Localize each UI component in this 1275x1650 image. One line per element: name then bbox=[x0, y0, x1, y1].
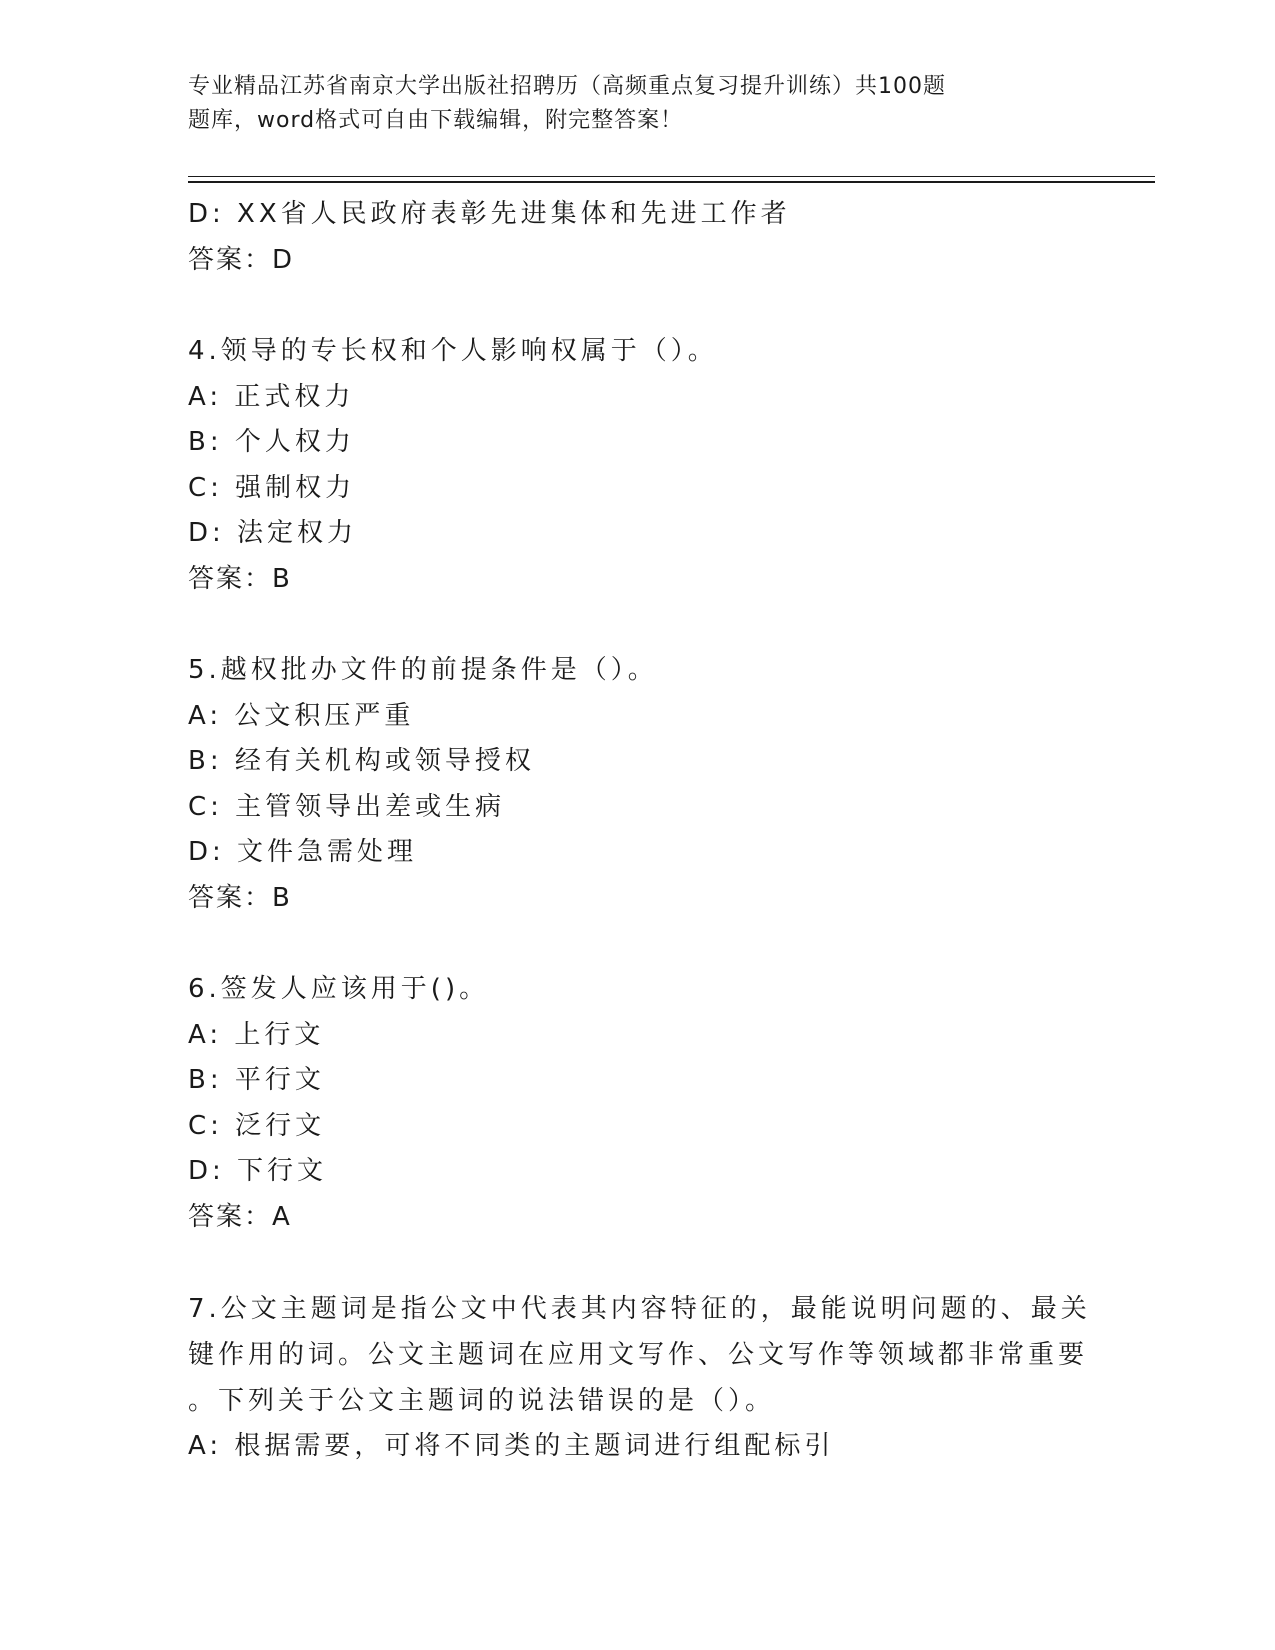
header-title-line-1: 专业精品江苏省南京大学出版社招聘历（高频重点复习提升训练）共100题 bbox=[188, 74, 946, 99]
answer-line: 答案：A bbox=[188, 1201, 292, 1232]
question-block bbox=[188, 1286, 1091, 1470]
question-list bbox=[188, 192, 1091, 1470]
option-b: B: 个人权力 bbox=[188, 427, 355, 457]
question-stem-line: 键作用的词。公文主题词在应用文写作、公文写作等领域都非常重要 bbox=[188, 1340, 1089, 1370]
option-d: D: 下行文 bbox=[188, 1156, 328, 1186]
header-divider-top bbox=[188, 176, 1155, 177]
spacer bbox=[188, 283, 1088, 329]
question-stem: 5.越权批办文件的前提条件是（）。 bbox=[188, 655, 658, 685]
question-stem-line: 。下列关于公文主题词的说法错误的是（）。 bbox=[188, 1386, 776, 1416]
document-header bbox=[188, 70, 1048, 138]
question-stem: 6.签发人应该用于()。 bbox=[188, 974, 490, 1004]
option-c: C: 主管领导出差或生病 bbox=[188, 791, 506, 822]
option-b: B: 经有关机构或领导授权 bbox=[188, 746, 535, 776]
question-block bbox=[188, 648, 1088, 921]
option-b: B: 平行文 bbox=[188, 1065, 325, 1095]
option-a: A: 上行文 bbox=[188, 1019, 325, 1050]
option-a: A: 正式权力 bbox=[188, 381, 355, 412]
header-title-line-2: 题库，word格式可自由下载编辑，附完整答案！ bbox=[188, 108, 684, 133]
spacer bbox=[188, 1240, 1088, 1286]
spacer bbox=[188, 602, 1088, 648]
question-stem: 4.领导的专长权和个人影响权属于（）。 bbox=[188, 336, 718, 366]
answer-line: 答案：D bbox=[188, 244, 295, 275]
option-d: D: 法定权力 bbox=[188, 518, 358, 548]
answer-line: 答案：B bbox=[188, 563, 292, 594]
header-divider-bottom bbox=[188, 181, 1155, 183]
option-d: D: 文件急需处理 bbox=[188, 837, 418, 867]
option-c: C: 泛行文 bbox=[188, 1110, 326, 1141]
question-block bbox=[188, 329, 1088, 602]
option-d: D: XX省人民政府表彰先进集体和先进工作者 bbox=[188, 199, 791, 229]
option-a: A: 根据需要，可将不同类的主题词进行组配标引 bbox=[188, 1431, 835, 1461]
question-stem-line: 7.公文主题词是指公文中代表其内容特征的，最能说明问题的、最关 bbox=[188, 1294, 1091, 1324]
spacer bbox=[188, 921, 1088, 967]
answer-line: 答案：B bbox=[188, 882, 292, 913]
option-a: A: 公文积压严重 bbox=[188, 700, 415, 731]
option-c: C: 强制权力 bbox=[188, 472, 356, 503]
question-block bbox=[188, 967, 1088, 1240]
